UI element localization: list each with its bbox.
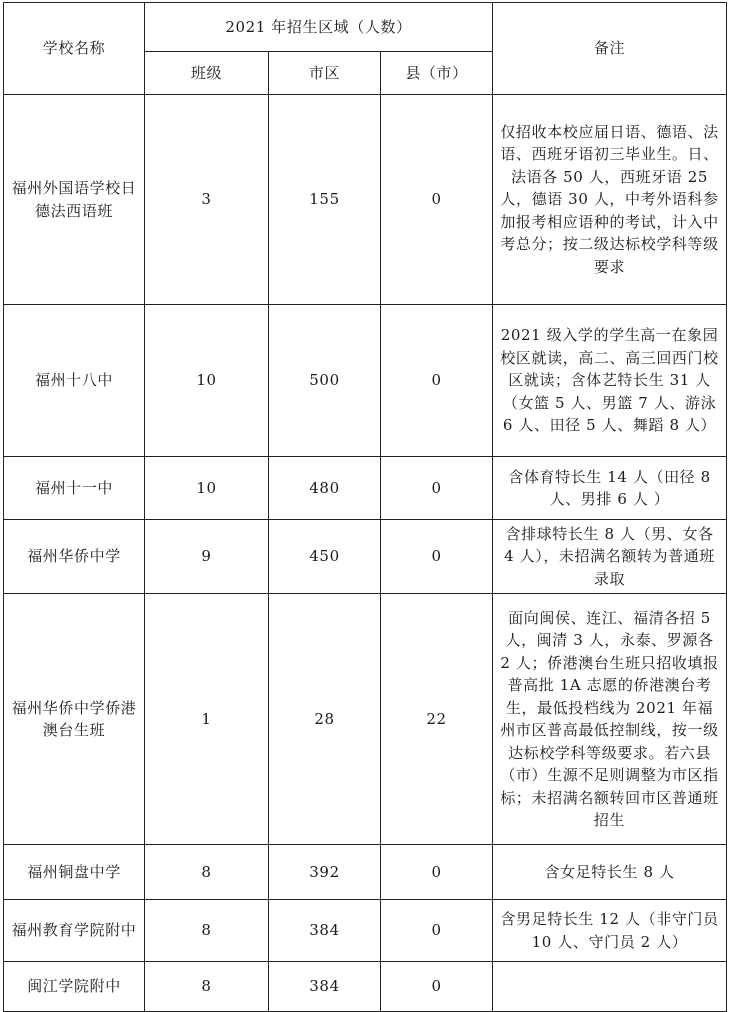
school-name: 闽江学院附中: [4, 962, 145, 1012]
county-quota: 22: [381, 594, 493, 845]
city-quota: 28: [269, 594, 381, 845]
school-name: 福州铜盘中学: [4, 845, 145, 900]
notes: 仅招收本校应届日语、德语、法语、西班牙语初三毕业生。日、法语各 50 人，西班牙语 25 人，德语 30 人，中考外语科参加报考相应语种的考试，计入中考总分；按二级达标校学科等级要求: [493, 95, 727, 305]
school-name: 福州华侨中学: [4, 520, 145, 594]
class-count: 1: [145, 594, 269, 845]
county-quota: 0: [381, 520, 493, 594]
school-name: 福州教育学院附中: [4, 900, 145, 962]
class-count: 8: [145, 900, 269, 962]
county-quota: 0: [381, 900, 493, 962]
class-count: 8: [145, 962, 269, 1012]
class-count: 3: [145, 95, 269, 305]
notes: 含男足特长生 12 人（非守门员 10 人、守门员 2 人）: [493, 900, 727, 962]
city-quota: 392: [269, 845, 381, 900]
header-notes: 备注: [493, 3, 727, 95]
notes: 面向闽侯、连江、福清各招 5 人，闽清 3 人，永泰、罗源各 2 人；侨港澳台生班只招收填报普高批 1A 志愿的侨港澳台考生，最低投档线为 2021 年福州市区普高最低控制线，按一级达标校学科等级要求。若六县（市）生源不足则调整为市区指标；未招满名额转回市区普通班招生: [493, 594, 727, 845]
class-count: 8: [145, 845, 269, 900]
table-row: [4, 520, 727, 594]
header-city: 市区: [269, 52, 381, 95]
header-school: 学校名称: [4, 3, 145, 95]
notes: 含女足特长生 8 人: [493, 845, 727, 900]
table-row: [4, 594, 727, 845]
city-quota: 480: [269, 457, 381, 520]
header-county: 县（市）: [381, 52, 493, 95]
school-name: 福州十八中: [4, 305, 145, 457]
table-row: [4, 962, 727, 1012]
class-count: 9: [145, 520, 269, 594]
notes: 2021 级入学的学生高一在象园校区就读，高二、高三回西门校区就读；含体艺特长生 31 人（女篮 5 人、男篮 7 人、游泳 6 人、田径 5 人、舞蹈 8 人）: [493, 305, 727, 457]
county-quota: 0: [381, 457, 493, 520]
county-quota: 0: [381, 95, 493, 305]
header-row-top: [4, 3, 727, 52]
table-row: [4, 457, 727, 520]
table-row: [4, 95, 727, 305]
county-quota: 0: [381, 845, 493, 900]
school-name: 福州华侨中学侨港澳台生班: [4, 594, 145, 845]
table-row: [4, 305, 727, 457]
city-quota: 450: [269, 520, 381, 594]
city-quota: 500: [269, 305, 381, 457]
table-row: [4, 845, 727, 900]
notes: [493, 962, 727, 1012]
school-name: 福州十一中: [4, 457, 145, 520]
header-class: 班级: [145, 52, 269, 95]
table-row: [4, 900, 727, 962]
county-quota: 0: [381, 305, 493, 457]
city-quota: 384: [269, 900, 381, 962]
notes: 含体育特长生 14 人（田径 8 人、男排 6 人 ）: [493, 457, 727, 520]
school-name: 福州外国语学校日德法西语班: [4, 95, 145, 305]
county-quota: 0: [381, 962, 493, 1012]
class-count: 10: [145, 457, 269, 520]
city-quota: 155: [269, 95, 381, 305]
notes: 含排球特长生 8 人（男、女各 4 人），未招满名额转为普通班录取: [493, 520, 727, 594]
city-quota: 384: [269, 962, 381, 1012]
header-region: 2021 年招生区域（人数）: [145, 3, 493, 52]
admissions-table: [3, 2, 727, 1012]
class-count: 10: [145, 305, 269, 457]
